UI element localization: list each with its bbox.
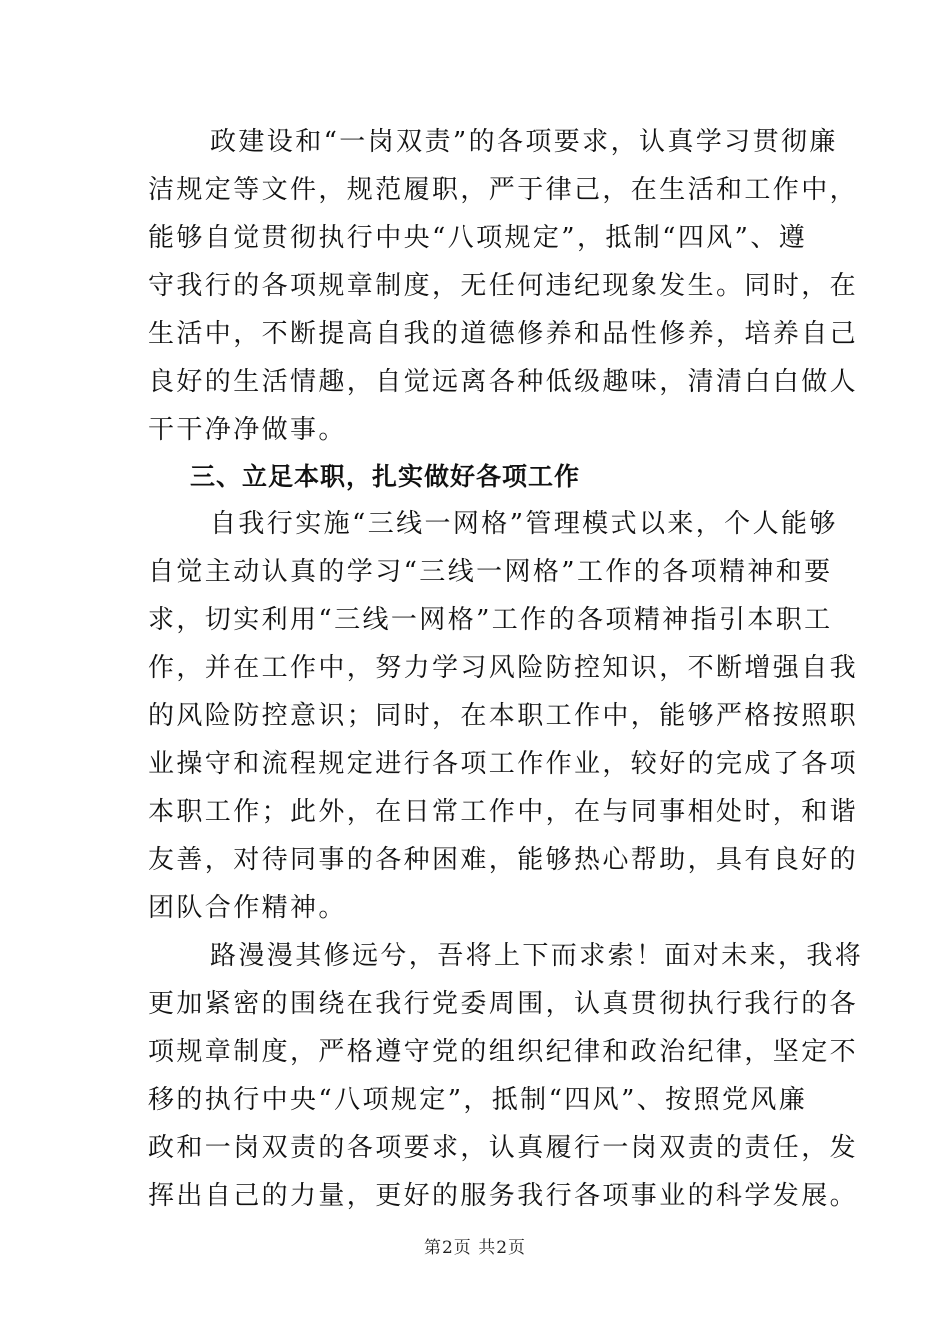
text-line: 团队合作精神。 xyxy=(148,893,347,923)
paragraph-3 xyxy=(148,932,864,1220)
text-line: 自我行实施“三线一网格”管理模式以来，个人能够 xyxy=(210,509,838,539)
text-line: 良好的生活情趣，自觉远离各种低级趣味，清清白白做人 xyxy=(148,367,859,397)
text-line: 挥出自己的力量，更好的服务我行各项事业的科学发展。 xyxy=(148,1181,859,1211)
text-line: 政建设和“一岗双责”的各项要求，认真学习贯彻廉 xyxy=(210,127,838,157)
text-line: 生活中，不断提高自我的道德修养和品性修养，培养自己 xyxy=(148,319,859,349)
text-line: 能够自觉贯彻执行中央“八项规定”，抵制“四风”、遵 xyxy=(148,223,808,253)
text-line: 项规章制度，严格遵守党的组织纪律和政治纪律，坚定不 xyxy=(148,1037,859,1067)
text-line: 的风险防控意识；同时，在本职工作中，能够严格按照职 xyxy=(148,701,859,731)
text-line: 政和一岗双责的各项要求，认真履行一岗双责的责任，发 xyxy=(148,1133,859,1163)
document-body xyxy=(148,118,864,1220)
text-line: 业操守和流程规定进行各项工作作业，较好的完成了各项 xyxy=(148,749,859,779)
text-line: 洁规定等文件，规范履职，严于律己，在生活和工作中， xyxy=(148,175,859,205)
text-line: 自觉主动认真的学习“三线一网格”工作的各项精神和要 xyxy=(148,557,833,587)
page-number-footer: 第2页 共2页 xyxy=(423,1238,527,1258)
text-line: 路漫漫其修远兮，吾将上下而求索！面对未来，我将 xyxy=(210,941,864,971)
paragraph-2 xyxy=(148,500,859,932)
text-line: 本职工作；此外，在日常工作中，在与同事相处时，和谐 xyxy=(148,797,859,827)
text-line: 守我行的各项规章制度，无任何违纪现象发生。同时，在 xyxy=(148,271,859,301)
text-line: 更加紧密的围绕在我行党委周围，认真贯彻执行我行的各 xyxy=(148,989,859,1019)
text-line: 作，并在工作中，努力学习风险防控知识，不断增强自我 xyxy=(148,653,859,683)
text-line: 求，切实利用“三线一网格”工作的各项精神指引本职工 xyxy=(148,605,833,635)
paragraph-1 xyxy=(148,118,859,454)
section-heading: 三、立足本职，扎实做好各项工作 xyxy=(190,462,581,491)
text-line: 移的执行中央“八项规定”，抵制“四风”、按照党风廉 xyxy=(148,1085,808,1115)
text-line: 友善，对待同事的各种困难，能够热心帮助，具有良好的 xyxy=(148,845,859,875)
text-line: 干干净净做事。 xyxy=(148,415,347,445)
